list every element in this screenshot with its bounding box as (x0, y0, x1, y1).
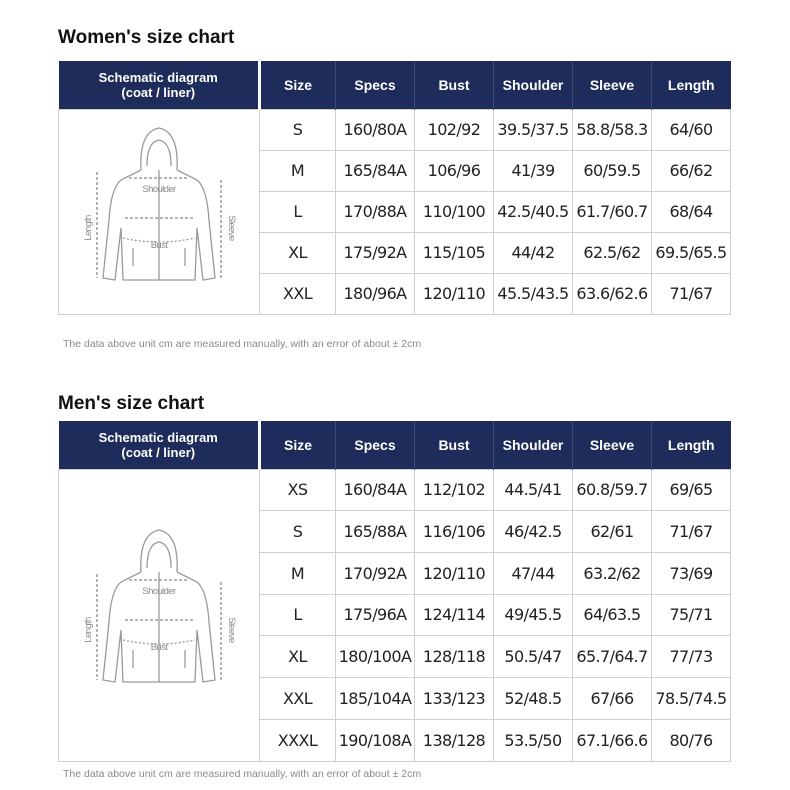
cell-sleeve: 62.5/62 (573, 232, 652, 273)
header-specs: Specs (336, 61, 415, 109)
cell-sleeve: 62/61 (573, 511, 652, 553)
cell-length: 69/65 (652, 469, 731, 511)
cell-specs: 175/96A (336, 594, 415, 636)
cell-sleeve: 67/66 (573, 678, 652, 720)
diagram-label-bust: Bust (150, 641, 168, 653)
header-diagram: Schematic diagram (coat / liner) (59, 61, 260, 109)
diagram-label-sleeve: Sleeve (226, 616, 237, 643)
diagram-label-shoulder: Shoulder (142, 183, 176, 195)
diagram-label-sleeve: Sleeve (226, 214, 237, 241)
cell-specs: 180/100A (336, 636, 415, 678)
table-header-row (59, 421, 731, 469)
men-chart-title: Men's size chart (58, 393, 205, 414)
cell-specs: 165/84A (336, 150, 415, 191)
cell-size: XS (260, 469, 336, 511)
cell-size: M (260, 150, 336, 191)
cell-length: 77/73 (652, 636, 731, 678)
cell-size: S (260, 109, 336, 150)
jacket-diagram (59, 469, 260, 761)
cell-size: XXXL (260, 719, 336, 761)
header-sleeve: Sleeve (573, 61, 652, 109)
diagram-label-bust: Bust (150, 239, 168, 251)
cell-specs: 180/96A (336, 273, 415, 314)
cell-specs: 190/108A (336, 719, 415, 761)
cell-size: XXL (260, 273, 336, 314)
cell-length: 75/71 (652, 594, 731, 636)
cell-bust: 128/118 (415, 636, 494, 678)
cell-length: 64/60 (652, 109, 731, 150)
header-length: Length (652, 61, 731, 109)
cell-size: XL (260, 232, 336, 273)
header-sleeve: Sleeve (573, 421, 652, 469)
cell-specs: 170/88A (336, 191, 415, 232)
table-header-row (59, 61, 731, 109)
cell-sleeve: 58.8/58.3 (573, 109, 652, 150)
cell-length: 71/67 (652, 273, 731, 314)
cell-size: XXL (260, 678, 336, 720)
cell-size: S (260, 511, 336, 553)
cell-shoulder: 49/45.5 (494, 594, 573, 636)
cell-specs: 160/80A (336, 109, 415, 150)
cell-bust: 110/100 (415, 191, 494, 232)
cell-shoulder: 44.5/41 (494, 469, 573, 511)
cell-shoulder: 52/48.5 (494, 678, 573, 720)
cell-bust: 116/106 (415, 511, 494, 553)
cell-specs: 185/104A (336, 678, 415, 720)
cell-bust: 138/128 (415, 719, 494, 761)
women-measurement-note: The data above unit cm are measured manually, with an error of about ± 2cm (63, 338, 422, 350)
cell-sleeve: 60.8/59.7 (573, 469, 652, 511)
cell-shoulder: 39.5/37.5 (494, 109, 573, 150)
cell-shoulder: 47/44 (494, 552, 573, 594)
cell-sleeve: 67.1/66.6 (573, 719, 652, 761)
jacket-diagram (59, 109, 260, 314)
cell-shoulder: 42.5/40.5 (494, 191, 573, 232)
jacket-schematic-icon (59, 470, 259, 757)
cell-bust: 133/123 (415, 678, 494, 720)
table-row (59, 109, 731, 150)
header-shoulder: Shoulder (494, 421, 573, 469)
table-row (59, 469, 731, 511)
cell-bust: 106/96 (415, 150, 494, 191)
cell-shoulder: 44/42 (494, 232, 573, 273)
cell-sleeve: 64/63.5 (573, 594, 652, 636)
men-measurement-note: The data above unit cm are measured manually, with an error of about ± 2cm (63, 768, 422, 780)
diagram-label-length: Length (83, 214, 94, 241)
cell-specs: 165/88A (336, 511, 415, 553)
cell-length: 66/62 (652, 150, 731, 191)
header-specs: Specs (336, 421, 415, 469)
cell-bust: 120/110 (415, 552, 494, 594)
cell-shoulder: 53.5/50 (494, 719, 573, 761)
cell-bust: 102/92 (415, 109, 494, 150)
jacket-schematic-icon (59, 110, 259, 310)
cell-size: M (260, 552, 336, 594)
header-bust: Bust (415, 61, 494, 109)
cell-bust: 124/114 (415, 594, 494, 636)
cell-length: 68/64 (652, 191, 731, 232)
header-diagram: Schematic diagram (coat / liner) (59, 421, 260, 469)
cell-length: 69.5/65.5 (652, 232, 731, 273)
header-length: Length (652, 421, 731, 469)
diagram-label-length: Length (83, 616, 94, 643)
cell-specs: 170/92A (336, 552, 415, 594)
header-size: Size (260, 421, 336, 469)
cell-size: L (260, 594, 336, 636)
cell-shoulder: 46/42.5 (494, 511, 573, 553)
cell-sleeve: 60/59.5 (573, 150, 652, 191)
cell-specs: 160/84A (336, 469, 415, 511)
header-bust: Bust (415, 421, 494, 469)
cell-length: 80/76 (652, 719, 731, 761)
diagram-label-shoulder: Shoulder (142, 585, 176, 597)
cell-sleeve: 61.7/60.7 (573, 191, 652, 232)
men-size-table (58, 421, 731, 762)
cell-size: XL (260, 636, 336, 678)
women-chart-title: Women's size chart (58, 27, 235, 48)
cell-specs: 175/92A (336, 232, 415, 273)
cell-sleeve: 63.6/62.6 (573, 273, 652, 314)
cell-size: L (260, 191, 336, 232)
header-size: Size (260, 61, 336, 109)
header-shoulder: Shoulder (494, 61, 573, 109)
cell-sleeve: 63.2/62 (573, 552, 652, 594)
cell-length: 71/67 (652, 511, 731, 553)
cell-sleeve: 65.7/64.7 (573, 636, 652, 678)
women-size-table (58, 61, 731, 315)
cell-shoulder: 45.5/43.5 (494, 273, 573, 314)
cell-bust: 120/110 (415, 273, 494, 314)
cell-bust: 115/105 (415, 232, 494, 273)
cell-shoulder: 41/39 (494, 150, 573, 191)
cell-length: 78.5/74.5 (652, 678, 731, 720)
cell-shoulder: 50.5/47 (494, 636, 573, 678)
cell-bust: 112/102 (415, 469, 494, 511)
cell-length: 73/69 (652, 552, 731, 594)
